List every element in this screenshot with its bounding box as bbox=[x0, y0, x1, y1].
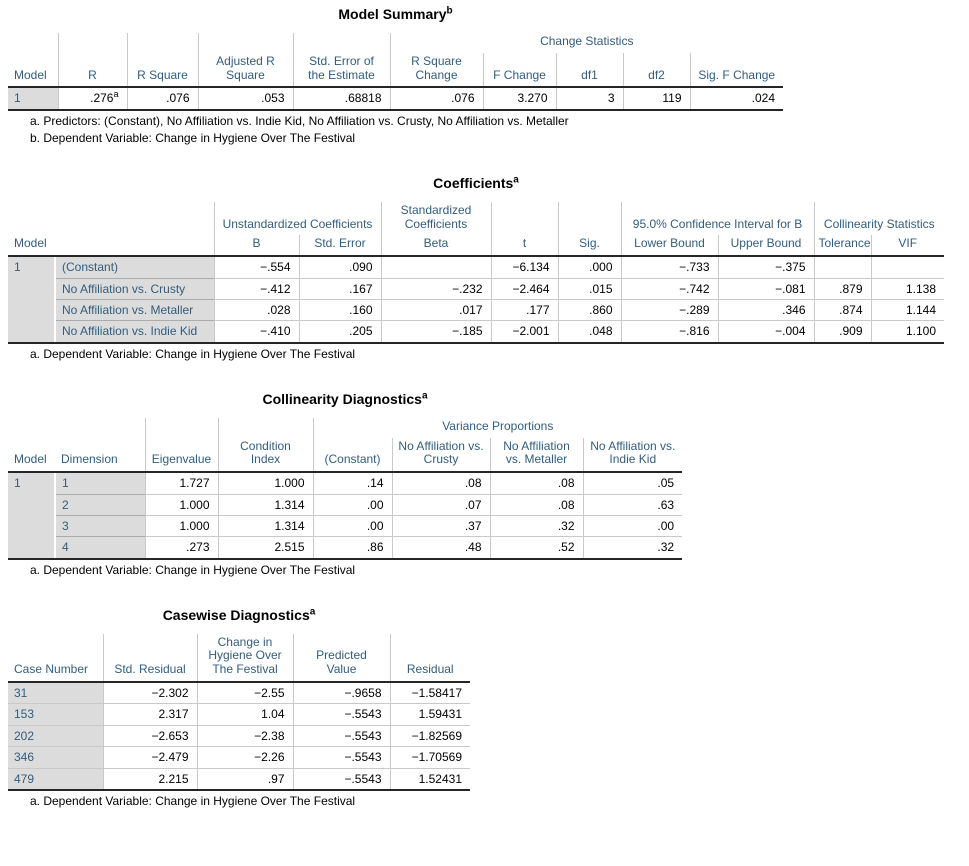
sig-f-change-value-cell: .024 bbox=[690, 87, 783, 109]
change-value-cell: −2.38 bbox=[197, 725, 293, 746]
col-header-case-number: Case Number bbox=[14, 662, 89, 677]
title-superscript: a bbox=[309, 606, 316, 618]
t-value-cell: −2.464 bbox=[491, 278, 558, 299]
std-residual-cell: −2.479 bbox=[103, 747, 197, 768]
model-number-cell: 1 bbox=[8, 256, 55, 343]
table-row bbox=[8, 725, 470, 746]
t-value-cell: −2.001 bbox=[491, 321, 558, 343]
col-header-t: t bbox=[491, 202, 558, 256]
dimension-cell: 2 bbox=[55, 494, 145, 515]
std-residual-cell: 2.215 bbox=[103, 768, 197, 790]
residual-value-cell: −1.70569 bbox=[390, 747, 470, 768]
col-header-residual: Residual bbox=[390, 634, 470, 682]
casewise-title bbox=[8, 607, 470, 623]
header-label: Std. Error of the Estimate bbox=[308, 53, 375, 82]
tolerance-value-cell: .909 bbox=[814, 321, 871, 343]
change-value-cell: .97 bbox=[197, 768, 293, 790]
predictor-label-cell bbox=[55, 299, 214, 320]
crusty-proportion-cell: .48 bbox=[392, 537, 490, 559]
crusty-proportion-cell: .37 bbox=[392, 515, 490, 536]
col-header-indie-kid: No Affiliation vs. Indie Kid bbox=[583, 438, 682, 473]
col-header-upper-bound: Upper Bound bbox=[718, 235, 814, 256]
title-superscript: a bbox=[513, 174, 519, 186]
std-residual-cell: 2.317 bbox=[103, 704, 197, 725]
predictor-label-cell bbox=[55, 278, 214, 299]
std-error-value-cell: .205 bbox=[299, 321, 381, 343]
indie-proportion-cell: .32 bbox=[583, 537, 682, 559]
col-header-sig: Sig. bbox=[558, 202, 621, 256]
title-text: Coefficients bbox=[433, 174, 514, 191]
predicted-value-cell: −.5543 bbox=[293, 704, 390, 725]
col-header-sig-f-change: Sig. F Change bbox=[690, 53, 783, 88]
metaller-proportion-cell: .08 bbox=[490, 494, 583, 515]
col-header-b: B bbox=[214, 235, 299, 256]
change-value-cell: −2.26 bbox=[197, 747, 293, 768]
table-row bbox=[8, 515, 682, 536]
eigenvalue-cell: .273 bbox=[145, 537, 218, 559]
coefficients-title bbox=[8, 175, 944, 191]
col-header-std-residual: Std. Residual bbox=[103, 634, 197, 682]
col-header-dimension: Dimension bbox=[61, 452, 118, 467]
title-superscript: a bbox=[421, 390, 428, 402]
collinearity-table bbox=[8, 418, 682, 560]
col-header-std-error bbox=[293, 33, 390, 87]
table-row bbox=[8, 278, 944, 299]
r-square-value-cell: .076 bbox=[127, 87, 198, 109]
predicted-value-cell: −.5543 bbox=[293, 747, 390, 768]
col-header-tolerance: Tolerance bbox=[814, 235, 871, 256]
std-error-value-cell: .090 bbox=[299, 256, 381, 278]
metaller-proportion-cell: .08 bbox=[490, 472, 583, 494]
vif-value-cell: 1.138 bbox=[871, 278, 944, 299]
eigenvalue-cell: 1.000 bbox=[145, 494, 218, 515]
footnote-a: a. Predictors: (Constant), No Affiliation vs. Indie Kid, No Affiliation vs. Crusty, No Affiliation vs. Metaller bbox=[30, 113, 569, 128]
std-error-value-cell: .167 bbox=[299, 278, 381, 299]
group-header-collinearity: Collinearity Statistics bbox=[814, 202, 944, 236]
coefficients-table bbox=[8, 202, 944, 344]
sig-value-cell: .860 bbox=[558, 299, 621, 320]
col-header-r-square-change bbox=[390, 53, 483, 88]
model-summary-title bbox=[8, 6, 783, 22]
indie-proportion-cell: .05 bbox=[583, 472, 682, 494]
b-value-cell: −.410 bbox=[214, 321, 299, 343]
col-header-r-square: R Square bbox=[127, 33, 198, 87]
table-row bbox=[8, 537, 682, 559]
beta-value-cell: −.232 bbox=[381, 278, 491, 299]
col-header-model: Model bbox=[14, 67, 47, 82]
col-header-eigenvalue: Eigenvalue bbox=[145, 418, 218, 472]
lower-bound-value-cell: −.816 bbox=[621, 321, 718, 343]
constant-proportion-cell: .00 bbox=[313, 494, 392, 515]
col-header-model: Model bbox=[14, 452, 47, 467]
beta-value-cell: .017 bbox=[381, 299, 491, 320]
dimension-cell: 4 bbox=[55, 537, 145, 559]
df2-value-cell: 119 bbox=[623, 87, 690, 109]
table-row bbox=[8, 768, 470, 790]
vif-value-cell bbox=[871, 256, 944, 278]
col-header-crusty: No Affiliation vs. Crusty bbox=[392, 438, 490, 473]
predictor-label-cell bbox=[55, 256, 214, 278]
group-header-confidence-interval bbox=[621, 202, 814, 236]
group-header-unstandardized: Unstandardized Coefficients bbox=[214, 202, 381, 236]
collinearity-title bbox=[8, 391, 682, 407]
col-header-beta: Beta bbox=[381, 235, 491, 256]
col-header-adjusted-r-square bbox=[198, 33, 293, 87]
group-header-standardized: Standardized Coefficients bbox=[381, 202, 491, 236]
header-label: Predicted Value bbox=[316, 648, 367, 677]
condition-index-cell: 2.515 bbox=[218, 537, 313, 559]
casewise-table bbox=[8, 634, 470, 791]
dimension-cell: 1 bbox=[55, 472, 145, 494]
collinearity-section bbox=[8, 391, 682, 577]
header-label: R Square Change bbox=[411, 53, 462, 82]
col-header-constant: (Constant) bbox=[313, 438, 392, 473]
residual-value-cell: 1.59431 bbox=[390, 704, 470, 725]
std-error-value-cell: .160 bbox=[299, 299, 381, 320]
footnote-a: a. Dependent Variable: Change in Hygiene Over The Festival bbox=[30, 794, 356, 809]
col-header-model: Model bbox=[14, 236, 47, 251]
change-value-cell: 1.04 bbox=[197, 704, 293, 725]
b-value-cell: .028 bbox=[214, 299, 299, 320]
vif-value-cell: 1.144 bbox=[871, 299, 944, 320]
df1-value-cell: 3 bbox=[556, 87, 623, 109]
tolerance-value-cell: .874 bbox=[814, 299, 871, 320]
table-row bbox=[8, 256, 944, 278]
predictor-label: No Affiliation vs. Crusty bbox=[62, 281, 186, 296]
col-header-predicted-value bbox=[293, 634, 390, 682]
sig-value-cell: .048 bbox=[558, 321, 621, 343]
case-number-cell: 202 bbox=[8, 725, 103, 746]
header-label: 95.0% Confidence Interval for B bbox=[632, 216, 803, 231]
table-row bbox=[8, 494, 682, 515]
condition-index-cell: 1.000 bbox=[218, 472, 313, 494]
group-header-variance-proportions: Variance Proportions bbox=[313, 418, 682, 438]
b-value-cell: −.412 bbox=[214, 278, 299, 299]
footnote-a: a. Dependent Variable: Change in Hygiene Over The Festival bbox=[30, 562, 356, 577]
footnote-a: a. Dependent Variable: Change in Hygiene Over The Festival bbox=[30, 346, 356, 361]
r-value-cell bbox=[58, 87, 127, 109]
predicted-value-cell: −.5543 bbox=[293, 768, 390, 790]
predictor-label: No Affiliation vs. Indie Kid bbox=[62, 324, 198, 339]
upper-bound-value-cell: −.375 bbox=[718, 256, 814, 278]
table-row bbox=[8, 704, 470, 725]
col-header-r: R bbox=[58, 33, 127, 87]
col-header-lower-bound: Lower Bound bbox=[621, 235, 718, 256]
predicted-value-cell: −.5543 bbox=[293, 725, 390, 746]
predicted-value-cell: −.9658 bbox=[293, 682, 390, 704]
residual-value-cell: −1.82569 bbox=[390, 725, 470, 746]
header-label: Change in Hygiene Over The Festival bbox=[208, 634, 282, 677]
table-row bbox=[8, 747, 470, 768]
footnote-marker: a bbox=[113, 89, 119, 100]
constant-proportion-cell: .86 bbox=[313, 537, 392, 559]
sig-value-cell: .015 bbox=[558, 278, 621, 299]
table-row bbox=[8, 682, 470, 704]
f-change-value-cell: 3.270 bbox=[483, 87, 556, 109]
title-superscript: b bbox=[446, 5, 453, 17]
b-value-cell: −.554 bbox=[214, 256, 299, 278]
condition-index-cell: 1.314 bbox=[218, 515, 313, 536]
eigenvalue-cell: 1.727 bbox=[145, 472, 218, 494]
condition-index-cell: 1.314 bbox=[218, 494, 313, 515]
model-number-cell: 1 bbox=[8, 87, 58, 109]
sig-value-cell: .000 bbox=[558, 256, 621, 278]
footnote-b: b. Dependent Variable: Change in Hygiene Over The Festival bbox=[30, 130, 356, 145]
upper-bound-value-cell: −.081 bbox=[718, 278, 814, 299]
beta-value-cell bbox=[381, 256, 491, 278]
adjusted-r-square-value-cell: .053 bbox=[198, 87, 293, 109]
col-header-std-error: Std. Error bbox=[299, 235, 381, 256]
title-text: Model Summary bbox=[338, 6, 447, 22]
header-label: Condition Index bbox=[240, 438, 291, 467]
col-header-condition-index bbox=[218, 418, 313, 472]
metaller-proportion-cell: .32 bbox=[490, 515, 583, 536]
vif-value-cell: 1.100 bbox=[871, 321, 944, 343]
col-header-metaller: No Affiliation vs. Metaller bbox=[490, 438, 583, 473]
std-error-value-cell: .68818 bbox=[293, 87, 390, 109]
col-header-f-change: F Change bbox=[483, 53, 556, 88]
eigenvalue-cell: 1.000 bbox=[145, 515, 218, 536]
upper-bound-value-cell: −.004 bbox=[718, 321, 814, 343]
constant-proportion-cell: .00 bbox=[313, 515, 392, 536]
group-header-change-statistics: Change Statistics bbox=[390, 33, 783, 53]
t-value-cell: .177 bbox=[491, 299, 558, 320]
indie-proportion-cell: .00 bbox=[583, 515, 682, 536]
std-residual-cell: −2.302 bbox=[103, 682, 197, 704]
predictor-label-cell bbox=[55, 321, 214, 343]
constant-proportion-cell: .14 bbox=[313, 472, 392, 494]
casewise-section bbox=[8, 607, 470, 808]
t-value-cell: −6.134 bbox=[491, 256, 558, 278]
case-number-cell: 153 bbox=[8, 704, 103, 725]
dimension-cell: 3 bbox=[55, 515, 145, 536]
lower-bound-value-cell: −.289 bbox=[621, 299, 718, 320]
table-row bbox=[8, 87, 783, 109]
lower-bound-value-cell: −.742 bbox=[621, 278, 718, 299]
beta-value-cell: −.185 bbox=[381, 321, 491, 343]
case-number-cell: 346 bbox=[8, 747, 103, 768]
coefficients-section bbox=[8, 175, 944, 361]
predictor-label: No Affiliation vs. Metaller bbox=[62, 302, 194, 317]
model-summary-section bbox=[8, 6, 783, 145]
indie-proportion-cell: .63 bbox=[583, 494, 682, 515]
col-header-df2: df2 bbox=[623, 53, 690, 88]
metaller-proportion-cell: .52 bbox=[490, 537, 583, 559]
predictor-label: (Constant) bbox=[62, 260, 119, 275]
residual-value-cell: 1.52431 bbox=[390, 768, 470, 790]
std-residual-cell: −2.653 bbox=[103, 725, 197, 746]
lower-bound-value-cell: −.733 bbox=[621, 256, 718, 278]
title-text: Casewise Diagnostics bbox=[162, 606, 310, 623]
r-square-change-value-cell: .076 bbox=[390, 87, 483, 109]
title-text: Collinearity Diagnostics bbox=[262, 390, 422, 407]
col-header-change-in-hygiene bbox=[197, 634, 293, 682]
col-header-df1: df1 bbox=[556, 53, 623, 88]
crusty-proportion-cell: .07 bbox=[392, 494, 490, 515]
table-row bbox=[8, 321, 944, 343]
header-label: Adjusted R Square bbox=[216, 53, 275, 82]
table-row bbox=[8, 299, 944, 320]
model-summary-table bbox=[8, 33, 783, 111]
col-header-vif: VIF bbox=[871, 235, 944, 256]
case-number-cell: 31 bbox=[8, 682, 103, 704]
tolerance-value-cell: .879 bbox=[814, 278, 871, 299]
table-row bbox=[8, 472, 682, 494]
crusty-proportion-cell: .08 bbox=[392, 472, 490, 494]
model-number-cell: 1 bbox=[8, 472, 55, 559]
r-value: .276 bbox=[90, 91, 114, 106]
upper-bound-value-cell: .346 bbox=[718, 299, 814, 320]
change-value-cell: −2.55 bbox=[197, 682, 293, 704]
tolerance-value-cell bbox=[814, 256, 871, 278]
residual-value-cell: −1.58417 bbox=[390, 682, 470, 704]
case-number-cell: 479 bbox=[8, 768, 103, 790]
